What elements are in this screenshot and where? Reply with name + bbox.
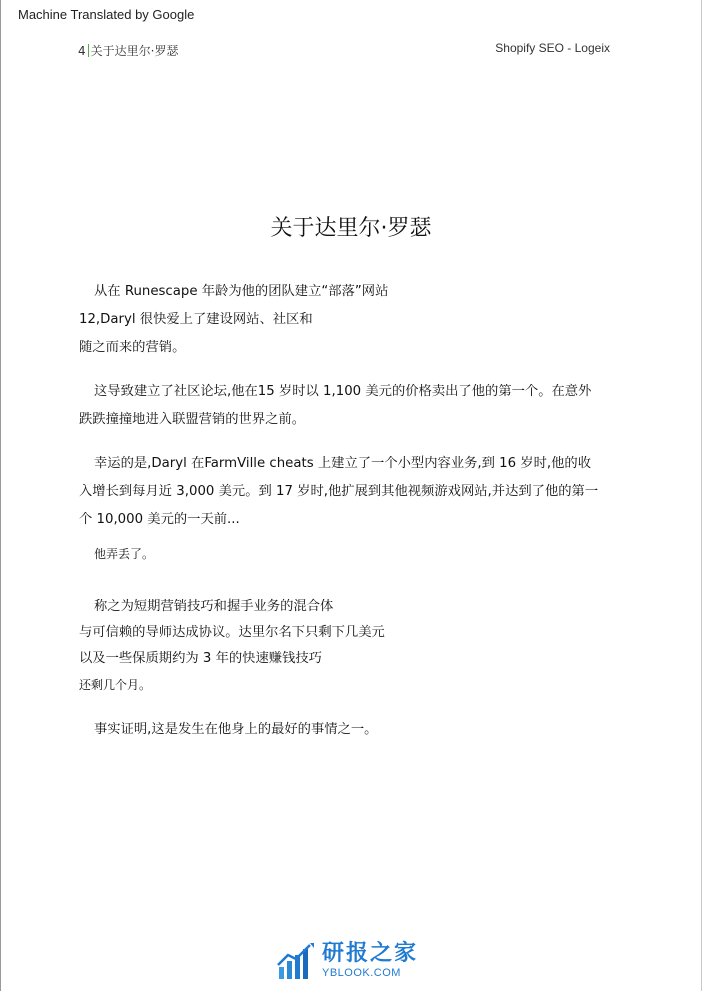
- paragraph-1: [79, 278, 388, 362]
- watermark-text: [322, 943, 418, 979]
- paragraph-line: 个 10,000 美元的一天前...: [79, 512, 240, 527]
- paragraph-3: [79, 450, 598, 534]
- paragraph-line: 幸运的是,Daryl 在FarmVille cheats 上建立了一个小型内容业务,到 16 岁时,他的收: [94, 456, 592, 471]
- running-header-left: [78, 42, 178, 59]
- paragraph-line: 12,Daryl 很快爱上了建设网站、社区和: [79, 312, 313, 327]
- machine-translation-banner: Machine Translated by Google: [18, 7, 195, 22]
- page-number: 4: [78, 43, 86, 58]
- paragraph-4: 他弄丢了。: [94, 547, 155, 561]
- paragraph-5: [79, 594, 385, 698]
- paragraph-line: 入增长到每月近 3,000 美元。到 17 岁时,他扩展到其他视频游戏网站,并达到了他的第一: [79, 484, 599, 499]
- paragraph-line: 以及一些保质期约为 3 年的快速赚钱技巧: [79, 651, 322, 666]
- paragraph-line: 跌跌撞撞地进入联盟营销的世界之前。: [79, 412, 306, 427]
- paragraph-line: 随之而来的营销。: [79, 340, 186, 355]
- bar-chart-logo-icon: [276, 941, 316, 981]
- watermark-logo: [276, 941, 418, 981]
- paragraph-line: 称之为短期营销技巧和握手业务的混合体: [94, 599, 334, 614]
- watermark-en: YBLOOK.COM: [322, 967, 401, 979]
- watermark-cn: 研报之家: [322, 941, 419, 966]
- page-title: 关于达里尔·罗瑟: [270, 215, 432, 241]
- paragraph-2: [79, 378, 591, 434]
- paragraph-line: 这导致建立了社区论坛,他在15 岁时以 1,100 美元的价格卖出了他的第一个。在意外: [94, 384, 592, 399]
- running-header-doc-title: Shopify SEO - Logeix: [495, 41, 610, 55]
- paragraph-6: 事实证明,这是发生在他身上的最好的事情之一。: [94, 722, 378, 737]
- paragraph-line: 还剩几个月。: [79, 678, 152, 692]
- header-section-title: 关于达里尔·罗瑟: [90, 44, 179, 58]
- paragraph-line: 与可信赖的导师达成协议。达里尔名下只剩下几美元: [79, 625, 385, 640]
- page-border-left: [0, 0, 1, 991]
- paragraph-line: 从在 Runescape 年龄为他的团队建立“部落”网站: [94, 284, 389, 299]
- header-divider: [88, 44, 89, 57]
